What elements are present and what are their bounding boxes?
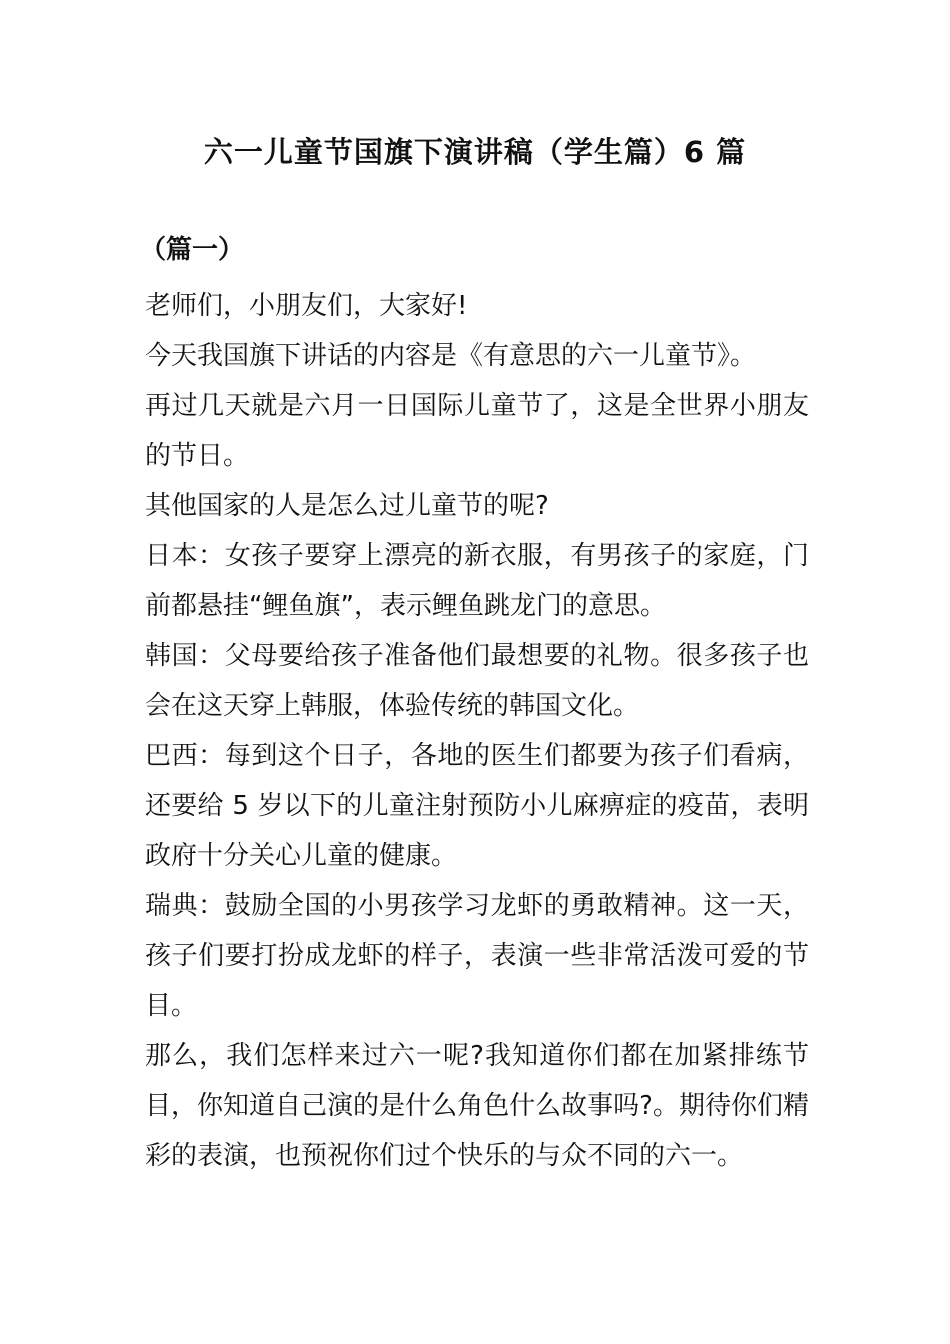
- paragraph-korea: 韩国：父母要给孩子准备他们最想要的礼物。很多孩子也会在这天穿上韩服，体验传统的韩国文化。: [145, 641, 809, 721]
- paragraph-topic: 今天我国旗下讲话的内容是《有意思的六一儿童节》。: [145, 341, 757, 371]
- paragraph-question: 其他国家的人是怎么过儿童节的呢?: [145, 491, 549, 521]
- paragraph-japan: 日本：女孩子要穿上漂亮的新衣服，有男孩子的家庭，门前都悬挂“鲤鱼旗”，表示鲤鱼跳龙门的意思。: [145, 541, 809, 621]
- document-title: 六一儿童节国旗下演讲稿（学生篇）6 篇: [203, 135, 747, 169]
- paragraph-sweden: 瑞典：鼓励全国的小男孩学习龙虾的勇敢精神。这一天，孩子们要打扮成龙虾的样子，表演一些非常活泼可爱的节目。: [145, 891, 809, 1021]
- paragraph-intro: 再过几天就是六月一日国际儿童节了，这是全世界小朋友的节日。: [145, 391, 809, 471]
- paragraph-closing: 那么，我们怎样来过六一呢?我知道你们都在加紧排练节目，你知道自己演的是什么角色什么故事吗?。期待你们精彩的表演，也预祝你们过个快乐的与众不同的六一。: [145, 1041, 809, 1171]
- section-label: （篇一）: [140, 235, 245, 265]
- body-text: [145, 281, 809, 1181]
- paragraph-brazil: 巴西：每到这个日子，各地的医生们都要为孩子们看病，还要给 5 岁以下的儿童注射预防小儿麻痹症的疫苗，表明政府十分关心儿童的健康。: [145, 741, 809, 871]
- paragraph-greeting: 老师们，小朋友们，大家好!: [145, 291, 468, 321]
